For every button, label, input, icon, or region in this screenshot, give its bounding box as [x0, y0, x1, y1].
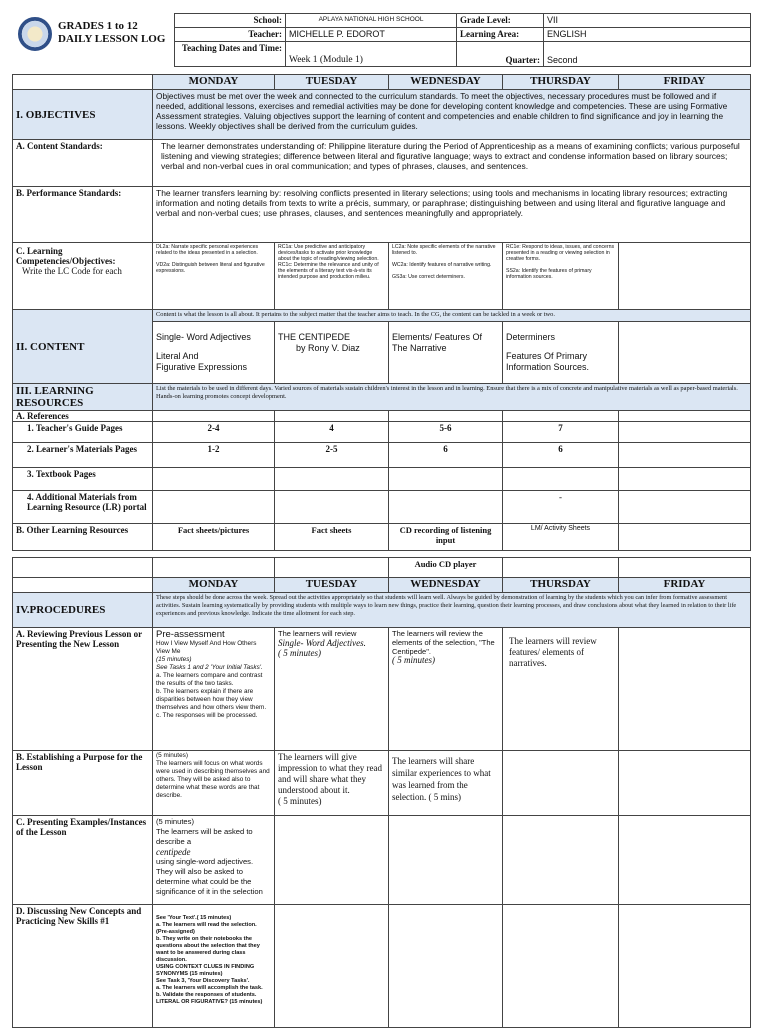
- day-wednesday: WEDNESDAY: [389, 75, 503, 90]
- other-tuesday: Fact sheets: [275, 524, 389, 551]
- day-tuesday-2: TUESDAY: [275, 578, 389, 593]
- tg-friday: [619, 422, 751, 443]
- competency-thursday-2: SS2a: Identify the features of primary information sources.: [506, 268, 592, 280]
- review-monday-1: How I View Myself And How Others View Me: [156, 640, 257, 655]
- additional-materials-label: 4. Additional Materials from Learning Resource (LR) portal: [13, 491, 153, 524]
- review-tuesday: [275, 628, 389, 751]
- review-lesson-label: A. Reviewing Previous Lesson or Presenting the New Lesson: [13, 628, 153, 751]
- lesson-log-table-2: [12, 557, 751, 1028]
- content-standards-label: A. Content Standards:: [13, 140, 153, 187]
- day-thursday: THURSDAY: [503, 75, 619, 90]
- additional-friday: [619, 491, 751, 524]
- day-thursday-2: THURSDAY: [503, 578, 619, 593]
- competency-wednesday-2: WC2a: Identify features of narrative writing.: [392, 262, 492, 268]
- objectives-heading: I. OBJECTIVES: [13, 90, 153, 140]
- top-row-monday: [153, 558, 275, 578]
- review-friday: [619, 628, 751, 751]
- grade-label: Grade Level:: [457, 14, 544, 28]
- discussing-monday: [153, 905, 275, 1028]
- content-note: Content is what the lesson is all about. It pertains to the subject matter that the teacher aims to teach. In the CG, the content can be tackled in a week or two.: [153, 310, 751, 322]
- day-wednesday-2: WEDNESDAY: [389, 578, 503, 593]
- presenting-thursday: [503, 816, 619, 905]
- day-tuesday: TUESDAY: [275, 75, 389, 90]
- content-friday: [619, 322, 751, 384]
- other-monday: Fact sheets/pictures: [153, 524, 275, 551]
- presenting-monday-4: using single-word adjectives.: [156, 857, 254, 866]
- discussing-tuesday: [275, 905, 389, 1028]
- additional-wednesday: [389, 491, 503, 524]
- competency-thursday-1: RC1e: Respond to ideas, issues, and concerns presented in a reading or viewing selection in creative forms.: [506, 244, 615, 262]
- other-wednesday: CD recording of listening input: [389, 524, 503, 551]
- discussing-concepts-label: D. Discussing New Concepts and Practicing New Skills #1: [13, 905, 153, 1028]
- purpose-tuesday-time: ( 5 minutes): [278, 796, 322, 806]
- discussing-monday-2: a. The learners will read the selection. (Pre-assigned): [156, 922, 257, 935]
- presenting-monday-2: The learners will be asked to describe a: [156, 827, 253, 846]
- day-monday-2: MONDAY: [153, 578, 275, 593]
- review-monday-2: See Tasks 1 and 2 'Your Initial Tasks'.: [156, 664, 263, 671]
- additional-thursday: -: [503, 491, 619, 524]
- purpose-friday: [619, 751, 751, 816]
- content-tuesday: [275, 322, 389, 384]
- top-row-tuesday: [275, 558, 389, 578]
- content-tuesday-2: by Rony V. Diaz: [296, 343, 360, 353]
- discussing-monday-5: See Task 3, 'Your Discovery Tasks'.: [156, 978, 250, 984]
- competency-wednesday-3: GS3a: Use correct determiners.: [392, 274, 465, 280]
- competency-wednesday: [389, 243, 503, 310]
- area-value: ENGLISH: [544, 28, 751, 42]
- textbook-tuesday: [275, 468, 389, 491]
- purpose-monday-1: (5 minutes): [156, 752, 188, 759]
- discussing-monday-6: a. The learners will accomplish the task.: [156, 985, 263, 991]
- dates-label: Teaching Dates and Time:: [175, 42, 286, 67]
- discussing-monday-3: b. They write on their notebooks the questions about the selection that they want to be answered during class discussion.: [156, 936, 260, 963]
- lesson-log-table-1: [12, 74, 751, 551]
- tg-tuesday: 4: [275, 422, 389, 443]
- resources-heading: III. LEARNING RESOURCES: [13, 384, 153, 411]
- lm-tuesday: 2-5: [275, 443, 389, 468]
- references-friday: [619, 411, 751, 422]
- day-friday: FRIDAY: [619, 75, 751, 90]
- lm-pages-label: 2. Learner's Materials Pages: [13, 443, 153, 468]
- additional-tuesday: [275, 491, 389, 524]
- performance-standards-text: The learner transfers learning by: resolving conflicts presented in literary selections; using tools and mechanisms in locating library resources; extracting information and noting details from texts to write a précis, summary, or paraphrase; distinguishing between and using literal and figurative language and verbal and non-verbal cues; use phrases, clauses, and sentences meaningfully and appropriately.: [153, 187, 751, 243]
- discussing-monday-8: LITERAL OR FIGURATIVE? (15 minutes): [156, 999, 263, 1005]
- content-thursday-3: Information Sources.: [506, 362, 590, 372]
- competency-thursday: [503, 243, 619, 310]
- textbook-wednesday: [389, 468, 503, 491]
- teacher-label: Teacher:: [175, 28, 286, 42]
- review-tuesday-1: The learners will review: [278, 629, 357, 638]
- lm-monday: 1-2: [153, 443, 275, 468]
- teacher-value: MICHELLE P. EDOROT: [286, 28, 457, 42]
- competency-friday: [619, 243, 751, 310]
- presenting-friday: [619, 816, 751, 905]
- form-title-line2: DAILY LESSON LOG: [58, 33, 166, 45]
- competency-wednesday-1: LC2a: Note specific elements of the narrative listened to.: [392, 244, 496, 256]
- content-thursday: [503, 322, 619, 384]
- review-wednesday: [389, 628, 503, 751]
- references-label: A. References: [13, 411, 153, 422]
- review-monday-3: a. The learners compare and contrast the results of the two tasks.: [156, 672, 263, 687]
- purpose-monday-2: The learners will focus on what words were used in describing themselves and others. They will be asked also to determine what these words are that describe.: [156, 760, 270, 799]
- other-thursday: LM/ Activity Sheets: [503, 524, 619, 551]
- review-wednesday-1: The learners will review the elements of the selection, "The Centipede".: [392, 629, 495, 656]
- review-monday-4: b. The learners explain if there are disparities between how they view themselves and how others view them.: [156, 688, 267, 711]
- presenting-monday-5: They will also be asked to determine what could be the significance of it in the selection: [156, 867, 263, 896]
- form-title: [58, 20, 173, 46]
- content-monday-3: Figurative Expressions: [156, 362, 248, 372]
- competencies-label: C. Learning Competencies/Objectives:: [16, 246, 116, 266]
- references-thursday: [503, 411, 619, 422]
- content-monday-2: Literal And: [156, 351, 199, 361]
- textbook-pages-label: 3. Textbook Pages: [13, 468, 153, 491]
- review-monday-title: Pre-assessment: [156, 629, 225, 640]
- quarter-label: Quarter:: [457, 42, 544, 67]
- tg-pages-label: 1. Teacher's Guide Pages: [13, 422, 153, 443]
- other-resources-label: B. Other Learning Resources: [13, 524, 153, 551]
- procedures-heading: IV.PROCEDURES: [13, 593, 153, 628]
- competencies-sub: Write the LC Code for each: [22, 266, 122, 276]
- content-heading: II. CONTENT: [13, 310, 153, 384]
- presenting-monday: [153, 816, 275, 905]
- top-row-label: [13, 558, 153, 578]
- lm-wednesday: 6: [389, 443, 503, 468]
- textbook-friday: [619, 468, 751, 491]
- presenting-examples-label: C. Presenting Examples/Instances of the Lesson: [13, 816, 153, 905]
- purpose-monday: [153, 751, 275, 816]
- lm-friday: [619, 443, 751, 468]
- corner-cell: [13, 75, 153, 90]
- content-wednesday: [389, 322, 503, 384]
- references-wednesday: [389, 411, 503, 422]
- review-monday-time: (15 minutes): [156, 656, 192, 663]
- content-monday: [153, 322, 275, 384]
- content-monday-1: Single- Word Adjectives: [156, 332, 251, 342]
- discussing-wednesday: [389, 905, 503, 1028]
- resources-note: List the materials to be used in different days. Varied sources of materials sustain children's interest in the lesson and in learning. Ensure that there is a mix of concrete and manipulative materials as well as paper-based materials. Hands-on learning promotes concept development.: [153, 384, 751, 411]
- references-tuesday: [275, 411, 389, 422]
- dates-value: Week 1 (Module 1): [286, 42, 457, 67]
- review-monday: [153, 628, 275, 751]
- presenting-monday-3: centipede: [156, 847, 191, 857]
- content-tuesday-1: THE CENTIPEDE: [278, 332, 351, 342]
- objectives-note: Objectives must be met over the week and connected to the curriculum standards. To meet the objectives, necessary procedures must be followed and if needed, additional lessons, exercises and remedial activities may be done for developing content knowledge and competencies. These are using Formative Assessment strategies. Valuing objectives support the learning of content and competencies and enable children to find significance and joy in learning the lessons. Weekly objectives shall be derived from the curriculum guides.: [153, 90, 751, 140]
- top-row-friday: [619, 558, 751, 578]
- review-wednesday-2: ( 5 minutes): [392, 655, 435, 665]
- deped-seal: [18, 17, 52, 51]
- review-monday-5: c. The responses will be processed.: [156, 712, 258, 719]
- header-table: [174, 13, 751, 67]
- top-row-thursday: [503, 558, 619, 578]
- textbook-thursday: [503, 468, 619, 491]
- purpose-tuesday: [275, 751, 389, 816]
- day-monday: MONDAY: [153, 75, 275, 90]
- textbook-monday: [153, 468, 275, 491]
- area-label: Learning Area:: [457, 28, 544, 42]
- performance-standards-label: B. Performance Standards:: [13, 187, 153, 243]
- competency-monday-1: DL2a: Narrate specific personal experiences related to the ideas presented in a selection.: [156, 244, 259, 256]
- presenting-tuesday: [275, 816, 389, 905]
- content-thursday-2: Features Of Primary: [506, 351, 588, 361]
- school-value: APLAYA NATIONAL HIGH SCHOOL: [286, 14, 457, 28]
- discussing-monday-7: b. Validate the responses of students.: [156, 992, 257, 998]
- content-thursday-1: Determiners: [506, 332, 556, 342]
- content-wednesday-1: Elements/ Features Of: [392, 332, 483, 342]
- competency-tuesday: [275, 243, 389, 310]
- corner-cell-2: [13, 578, 153, 593]
- discussing-friday: [619, 905, 751, 1028]
- review-tuesday-3: ( 5 minutes): [278, 648, 321, 658]
- procedures-note: These steps should be done across the week. Spread out the activities appropriately so that students will learn well. Always be guided by demonstration of learning by the students which you can infer from formative assessment activities. Sustain learning systematically by providing students with multiple ways to learn new things, practice their learning, question their learning processes, and draw conclusions about what they learned in relation to their life experiences and previous knowledge. Indicate the time allotment for each step.: [153, 593, 751, 628]
- other-friday: [619, 524, 751, 551]
- content-wednesday-2: The Narrative: [392, 343, 447, 353]
- lm-thursday: 6: [503, 443, 619, 468]
- purpose-label: B. Establishing a Purpose for the Lesson: [13, 751, 153, 816]
- top-row-wednesday: Audio CD player: [389, 558, 503, 578]
- additional-monday: [153, 491, 275, 524]
- competency-tuesday-1: RC1a: Use predictive and anticipatory devices/tasks to activate prior knowledge about the topic of reading/viewing selection.: [278, 244, 379, 262]
- purpose-wednesday: The learners will share similar experiences to what was learned from the selection. ( 5 mins): [389, 751, 503, 816]
- review-thursday: The learners will review features/ elements of narratives.: [503, 628, 619, 751]
- form-title-line1: GRADES 1 to 12: [58, 20, 138, 32]
- discussing-thursday: [503, 905, 619, 1028]
- competencies-label-cell: [13, 243, 153, 310]
- competency-tuesday-2: RC1c: Determine the relevance and unity of the elements of a literary text vis-à-vis its intended purpose and production milieu.: [278, 262, 379, 280]
- school-label: School:: [175, 14, 286, 28]
- discussing-monday-4: USING CONTEXT CLUES IN FINDING SYNONYMS (15 minutes): [156, 964, 255, 977]
- presenting-monday-1: (5 minutes): [156, 817, 194, 826]
- content-standards-text: The learner demonstrates understanding of: Philippine literature during the Period of Apprenticeship as a means of examining conflicts; various purposeful listening and viewing strategies; difference between literal and figurative language; ways to extract and condense information based on library sources; verbal and non-verbal cues in oral communication; and types of phrases, clauses, and sentences.: [153, 140, 751, 187]
- discussing-monday-1: See 'Your Text'.( 15 minutes): [156, 915, 232, 921]
- competency-monday: [153, 243, 275, 310]
- tg-wednesday: 5-6: [389, 422, 503, 443]
- tg-thursday: 7: [503, 422, 619, 443]
- tg-monday: 2-4: [153, 422, 275, 443]
- purpose-thursday: [503, 751, 619, 816]
- presenting-wednesday: [389, 816, 503, 905]
- quarter-value: Second: [544, 42, 751, 67]
- references-monday: [153, 411, 275, 422]
- grade-value: VII: [544, 14, 751, 28]
- competency-monday-2: VD2a: Distinguish between literal and figurative expressions.: [156, 262, 265, 274]
- purpose-tuesday-1: The learners will give impression to what they read and will share what they understood about it.: [278, 752, 382, 795]
- review-tuesday-2: Single- Word Adjectives.: [278, 638, 366, 648]
- day-friday-2: FRIDAY: [619, 578, 751, 593]
